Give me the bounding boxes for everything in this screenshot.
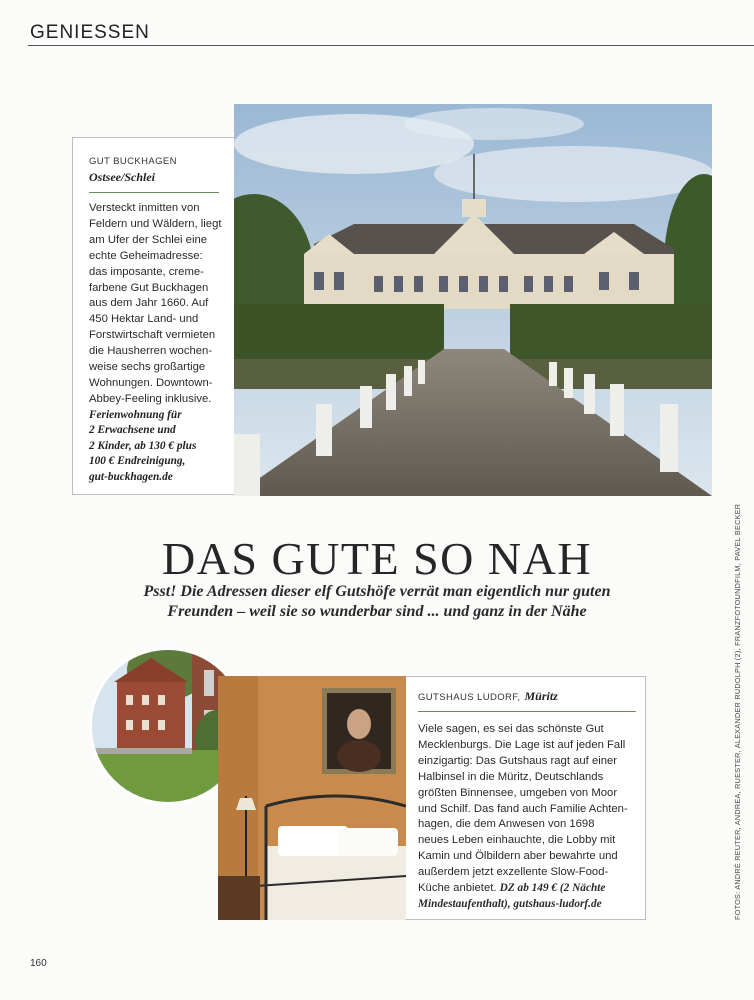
body-line: weise sechs großartige: [89, 361, 206, 374]
infobox-heading: [418, 689, 635, 704]
body-line: außerdem jetzt exzellente Slow-Food-: [418, 866, 609, 879]
body-line: Abbey-Feeling inklusive.: [89, 392, 212, 405]
body-line: aus dem Jahr 1660. Auf: [89, 297, 209, 310]
body-line: hagen, die dem Anwesen von 1698: [418, 818, 595, 831]
body-line: und Schilf. Das fand auch Familie Achten-: [418, 802, 628, 815]
infobox-details: [89, 408, 224, 486]
header-divider: [28, 45, 754, 46]
bedroom-photo: [218, 676, 406, 920]
website-link[interactable]: Mindestaufenthalt), gutshaus-ludorf.de: [418, 897, 602, 910]
body-line: das imposante, creme-: [89, 265, 204, 278]
infobox-title: GUT BUCKHAGEN: [89, 156, 177, 167]
details-line: 100 € Endreinigung,: [89, 455, 186, 468]
body-line: echte Geheimadresse:: [89, 249, 203, 262]
body-line: Wohnungen. Downtown-: [89, 376, 213, 389]
headline: DAS GUTE SO NAH: [161, 533, 593, 584]
body-line: Feldern und Wäldern, liegt: [89, 217, 222, 230]
page-number: 160: [30, 958, 47, 969]
infobox-title: GUTSHAUS LUDORF,: [418, 692, 521, 703]
body-text: Küche anbietet.: [418, 882, 500, 895]
infobox-divider: [418, 711, 636, 712]
details-line: Ferienwohnung für: [89, 408, 182, 421]
body-line: Forstwirtschaft vermieten: [89, 329, 216, 342]
body-line: neues Leben einhauchte, die Lobby mit: [418, 834, 616, 847]
estate-photo: [234, 104, 712, 496]
body-line: einzigartig: Das Gutshaus ragt auf einer: [418, 754, 618, 767]
website-link[interactable]: gut-buckhagen.de: [89, 470, 173, 483]
infobox-region: Ostsee/Schlei: [89, 170, 155, 184]
subheadline: [110, 582, 644, 622]
photo-credits: FOTOS: ANDRÉ REUTER, ANDREA, RUESTER, ALEXANDER RUDOLPH (2), FRANZFOTOUNDFILM, PAVEL BECKER: [733, 503, 742, 920]
body-line: am Ufer der Schlei eine: [89, 233, 208, 246]
gut-buckhagen-infobox: [72, 137, 234, 495]
details-line: 2 Kinder, ab 130 € plus: [89, 439, 197, 452]
subhead-line: Psst! Die Adressen dieser elf Gutshöfe verrät man eigentlich nur guten: [143, 583, 611, 600]
price-text: DZ ab 149 € (2 Nächte: [499, 882, 606, 895]
gutshaus-ludorf-infobox: [406, 676, 646, 920]
subhead-line: Freunden – weil sie so wunderbar sind ... und ganz in der Nähe: [167, 603, 587, 620]
infobox-body: [89, 201, 224, 408]
body-line: Versteckt inmitten von: [89, 202, 200, 214]
body-line: [418, 881, 635, 897]
body-line: die Hausherren wochen-: [89, 345, 213, 358]
body-line: Kamin und Ölbildern aber bewahrte und: [418, 850, 618, 863]
infobox-region: Müritz: [524, 689, 558, 703]
body-line: Halbinsel in die Müritz, Deutschlands: [418, 770, 604, 783]
body-line: Mecklenburgs. Die Lage ist auf jeden Fall: [418, 738, 626, 751]
body-line: farbene Gut Buckhagen: [89, 281, 209, 294]
body-line: Viele sagen, es sei das schönste Gut: [418, 723, 604, 735]
details-line: 2 Erwachsene und: [89, 424, 176, 437]
infobox-divider: [89, 192, 219, 193]
body-line: größten Binnensee, umgeben von Moor: [418, 786, 618, 799]
infobox-body: [418, 722, 635, 913]
body-line: 450 Hektar Land- und: [89, 313, 199, 326]
section-title: GENIESSEN: [30, 22, 150, 43]
